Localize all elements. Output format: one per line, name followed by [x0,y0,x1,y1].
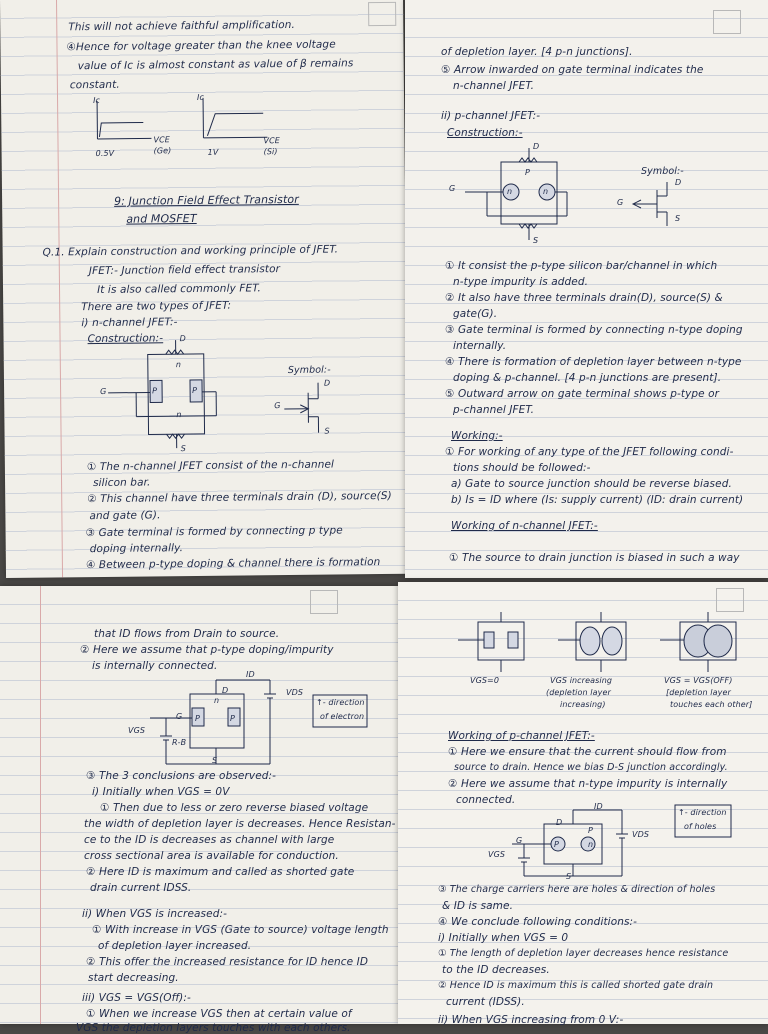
text-line: ④Hence for voltage greater than the knee voltage [66,38,335,53]
graph-label: VCE [263,136,280,145]
voltage-label: VGS [128,726,145,735]
current-label: ID [594,802,603,811]
terminal-label: D [180,334,186,343]
legend-text: of electron [320,712,364,721]
legend-text: of holes [684,822,716,831]
text-line: constant. [70,79,120,92]
terminal-label: G [274,401,280,410]
text-line: the width of depletion layer is decreases. Hence Resistan- [84,818,396,830]
region-label: P [554,840,559,849]
region-label: n [214,696,219,705]
text-line: ① The length of depletion layer decreases hence resistance [438,948,728,959]
stage-label: VGS = VGS(OFF) [664,676,732,685]
terminal-label: G [449,184,455,193]
terminal-label: S [181,444,186,453]
page-number-box [716,588,744,612]
text-line: ④ Between p-type doping & channel there is formation [86,556,381,571]
p-channel-biasing-circuit [510,806,640,882]
section-heading: Working of p-channel JFET:- [448,730,595,742]
text-line: ③ Gate terminal is formed by connecting p type [86,524,343,539]
terminal-label: S [566,872,571,881]
text-line: i) Initially when VGS = 0V [92,786,230,798]
margin-line [56,0,63,577]
region-label: P [192,386,197,395]
text-line: is internally connected. [92,660,217,672]
text-line: VGS the depletion layers touches with each others. [76,1022,351,1034]
terminal-label: G [617,198,623,207]
text-line: of depletion layer. [4 p-n junctions]. [441,46,633,58]
terminal-label: S [675,214,680,223]
graph-label: (Si) [264,147,278,156]
region-label: n [507,187,512,196]
stage-label: VGS increasing [550,676,612,685]
p-channel-jfet-diagram [455,144,585,244]
text-line: ② Here we assume that p-type doping/impurity [80,644,334,656]
text-line: ③ The charge carriers here are holes & direction of holes [438,884,715,895]
text-line: a) Gate to source junction should be reverse biased. [451,478,732,490]
voltage-label: VDS [632,830,649,839]
terminal-label: D [533,142,539,151]
notebook-page-top-right [405,0,768,578]
text-line: ① Here we ensure that the current should flow from [448,746,727,758]
text-line: to the ID decreases. [442,964,550,976]
text-line: silicon bar. [93,476,151,489]
terminal-label: D [556,818,562,827]
text-line: current (IDSS). [446,996,525,1008]
symbol-label: Symbol:- [641,166,684,177]
text-line: ① The n-channel JFET consist of the n-channel [87,459,334,474]
notebook-page-bottom-right [398,582,768,1024]
graph-label: 0.5V [96,149,115,158]
text-line: of depletion layer increased. [98,940,251,952]
text-line: ④ There is formation of depletion layer between n-type [445,356,741,368]
terminal-label: G [516,836,522,845]
text-line: start decreasing. [88,972,179,984]
text-line: ① For working of any type of the JFET following condi- [445,446,733,458]
graph-label: Ic [93,96,100,105]
text-line: ① Then due to less or zero reverse biased voltage [100,802,368,814]
region-label: n [543,187,548,196]
terminal-label: D [324,379,330,388]
subheading: iii) VGS = VGS(Off):- [82,992,191,1004]
text-line: ② Hence ID is maximum this is called shorted gate drain [438,980,713,991]
region-label: n [176,360,181,369]
text-line: doping internally. [90,542,183,555]
text-line: ① With increase in VGS (Gate to source) voltage length [92,924,389,936]
text-line: internally. [453,340,506,352]
text-line: tions should be followed:- [453,462,591,474]
voltage-label: VDS [286,688,303,697]
text-line: ⑤ Arrow inwarded on gate terminal indicates the [441,64,703,76]
text-line: ce to the ID is decreases as channel with large [84,834,334,846]
subheading: ii) When VGS increasing from 0 V:- [438,1014,623,1026]
subheading: ii) When VGS is increased:- [82,908,227,920]
text-line: cross sectional area is available for conduction. [84,850,339,862]
text-line: & ID is same. [442,900,513,912]
graph-label: (Ge) [154,146,172,155]
margin-line [40,586,41,1024]
text-line: This will not achieve faithful amplification. [68,19,295,33]
text-line: n-type impurity is added. [453,276,588,288]
stage-label: increasing) [560,700,606,709]
bias-label: R-B [172,738,186,747]
text-line: ② This offer the increased resistance for ID hence ID [86,956,368,968]
subheading: i) n-channel JFET:- [81,316,177,329]
text-line: n-channel JFET. [453,80,534,92]
page-number-box [713,10,741,34]
terminal-label: G [100,387,106,396]
terminal-label: D [222,686,228,695]
text-line: b) Is = ID where (Is: supply current) (ID: drain current) [451,494,743,506]
text-line: ① It consist the p-type silicon bar/channel in which [445,260,717,272]
text-line: ② Here we assume that n-type impurity is internally [448,778,727,790]
chapter-heading: 9: Junction Field Effect Transistor [114,193,299,208]
subheading: Construction:- [447,127,523,139]
section-heading: Working:- [451,430,503,442]
text-line: value of Ic is almost constant as value of β remains [78,57,354,72]
page-number-box [310,590,338,614]
text-line: ③ The 3 conclusions are observed:- [86,770,276,782]
text-line: ⑤ Outward arrow on gate terminal shows p-type or [445,388,719,400]
text-line: p-channel JFET. [453,404,534,416]
stage-label: touches each other] [670,700,752,709]
subheading: ii) p-channel JFET:- [441,110,540,122]
graph-label: 1V [208,148,219,157]
current-label: ID [246,670,255,679]
terminal-label: D [675,178,681,187]
page-number-box [368,2,396,26]
text-line: connected. [456,794,515,806]
text-line: JFET:- Junction field effect transistor [89,263,280,277]
text-line: ② This channel have three terminals drain (D), source(S) [87,490,392,505]
legend-text: ↑- direction [678,808,727,817]
text-line: ② It also have three terminals drain(D), source(S) & [445,292,723,304]
symbol-label: Symbol:- [288,365,331,376]
region-label: P [525,168,530,177]
legend-text: ↑- direction [316,698,365,707]
text-line: gate(G). [453,308,497,320]
subheading: Construction:- [87,332,163,345]
region-label: P [152,386,157,395]
question-heading: Q.1. Explain construction and working principle of JFET. [43,243,339,258]
section-heading: Working of n-channel JFET:- [451,520,598,532]
region-label: P [588,826,593,835]
n-channel-jfet-diagram [96,335,247,452]
terminal-label: S [533,236,538,245]
region-label: n [176,410,181,419]
text-line: that ID flows from Drain to source. [94,628,279,640]
text-line: ③ Gate terminal is formed by connecting n-type doping [445,324,743,336]
chapter-heading: and MOSFET [126,212,196,226]
text-line: doping & p-channel. [4 p-n junctions are present]. [453,372,721,384]
text-line: drain current IDSS. [90,882,191,894]
depletion-stages-diagram [454,610,754,680]
region-label: n [588,840,593,849]
terminal-label: S [324,427,329,436]
terminal-label: S [212,756,217,765]
text-line: It is also called commonly FET. [97,282,261,296]
notebook-page-bottom-left [0,586,398,1024]
text-line: and gate (G). [89,509,160,522]
text-line: ④ We conclude following conditions:- [438,916,637,928]
graph-label: Ic [197,93,204,102]
stage-label: VGS=0 [470,676,499,685]
text-line: There are two types of JFET: [81,300,231,314]
stage-label: (depletion layer [546,688,611,697]
text-line: ① The source to drain junction is biased in such a way [449,552,740,564]
stage-label: [depletion layer [666,688,731,697]
terminal-label: G [176,712,182,721]
region-label: P [195,714,200,723]
text-line: source to drain. Hence we bias D-S junction accordingly. [454,762,728,773]
graph-label: VCE [153,135,170,144]
text-line: ② Here ID is maximum and called as shorted gate [86,866,354,878]
voltage-label: VGS [488,850,505,859]
region-label: P [230,714,235,723]
text-line: ① When we increase VGS then at certain value of [86,1008,352,1020]
text-line: i) Initially when VGS = 0 [438,932,568,944]
notebook-page-top-left [0,0,409,578]
